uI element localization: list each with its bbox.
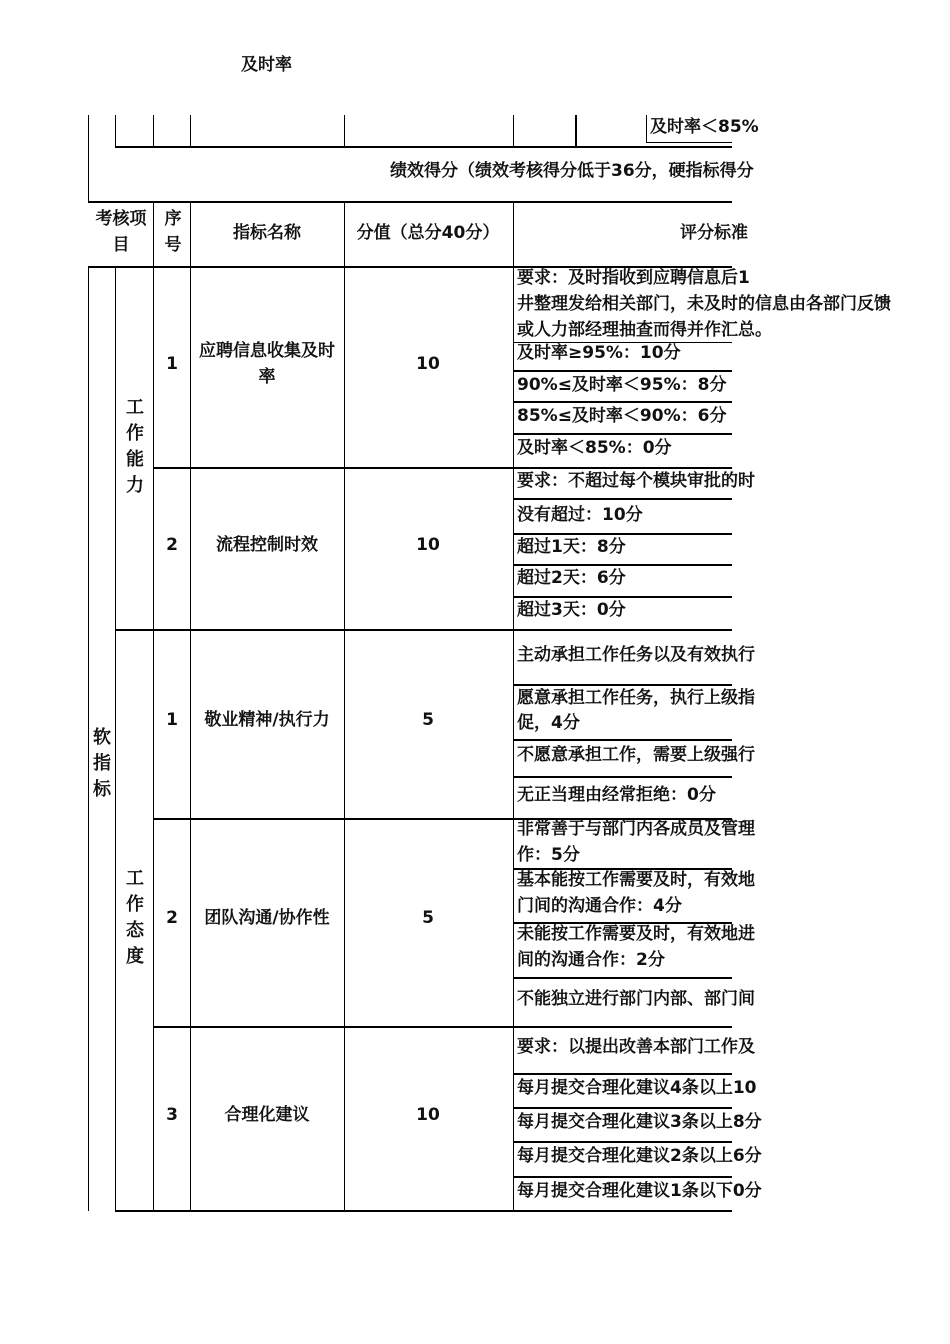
item-seq: 3 bbox=[166, 1105, 178, 1125]
criterion-text: 作：5分 bbox=[517, 845, 580, 865]
grid-line bbox=[190, 115, 191, 147]
item-score: 10 bbox=[416, 535, 440, 555]
grid-line bbox=[646, 115, 647, 143]
criterion-text: 没有超过：10分 bbox=[517, 505, 643, 525]
grid-line bbox=[115, 146, 732, 148]
criterion-text: 主动承担工作任务以及有效执行 bbox=[517, 645, 755, 665]
grid-line bbox=[513, 977, 732, 979]
grid-line bbox=[88, 115, 89, 201]
column-header-score: 分值（总分40分） bbox=[356, 223, 500, 243]
criterion-text: 90%≤及时率＜95%：8分 bbox=[517, 375, 727, 395]
criterion-text: 非常善于与部门内各成员及管理 bbox=[517, 819, 755, 839]
grid-line bbox=[344, 201, 345, 267]
grid-line bbox=[646, 142, 732, 143]
criterion-text: 未能按工作需要及时，有效地进 bbox=[517, 924, 755, 944]
criterion-text: 门间的沟通合作：4分 bbox=[517, 896, 682, 916]
criterion-text: 间的沟通合作：2分 bbox=[517, 950, 665, 970]
item-name: 敬业精神/执行力 bbox=[204, 710, 330, 730]
item-score: 10 bbox=[416, 354, 440, 374]
criterion-text: 及时率＜85%：0分 bbox=[517, 438, 672, 458]
item-seq: 1 bbox=[166, 710, 178, 730]
criterion-text: 及时率＜85% bbox=[650, 117, 759, 137]
criterion-text: 不能独立进行部门内部、部门间 bbox=[517, 989, 755, 1009]
column-header-seq: 序号 bbox=[164, 209, 182, 255]
item-seq: 2 bbox=[166, 535, 178, 555]
criterion-text: 要求：以提出改善本部门工作及 bbox=[517, 1037, 755, 1057]
criterion-text: 超过2天：6分 bbox=[517, 568, 626, 588]
grid-line bbox=[153, 266, 154, 1212]
grid-line bbox=[153, 1026, 732, 1028]
criterion-text: 每月提交合理化建议4条以上10 bbox=[517, 1078, 757, 1098]
grid-line bbox=[344, 266, 345, 1212]
item-name: 团队沟通/协作性 bbox=[204, 908, 330, 928]
criterion-text: 或人力部经理抽查而得并作汇总。 bbox=[517, 320, 772, 340]
performance-score-text: 绩效得分（绩效考核得分低于36分，硬指标得分 bbox=[390, 161, 754, 181]
grid-line bbox=[153, 115, 154, 147]
grid-line bbox=[88, 201, 732, 203]
criterion-text: 每月提交合理化建议2条以上6分 bbox=[517, 1146, 762, 1166]
criterion-text: 要求：不超过每个模块审批的时 bbox=[517, 471, 755, 491]
grid-line bbox=[513, 115, 514, 147]
group-label-work-attitude: 工作态度 bbox=[126, 868, 144, 967]
grid-line bbox=[153, 201, 154, 267]
grid-line bbox=[115, 266, 116, 1212]
grid-line bbox=[115, 115, 116, 147]
criterion-text: 及时率≥95%：10分 bbox=[517, 343, 681, 363]
criterion-text: 促，4分 bbox=[517, 713, 580, 733]
grid-line bbox=[190, 266, 191, 1212]
criterion-text: 基本能按工作需要及时，有效地 bbox=[517, 870, 755, 890]
criterion-text: 超过1天：8分 bbox=[517, 537, 626, 557]
item-score: 10 bbox=[416, 1105, 440, 1125]
grid-line bbox=[190, 201, 191, 267]
grid-line bbox=[344, 115, 345, 147]
item-score: 5 bbox=[422, 908, 434, 928]
item-seq: 2 bbox=[166, 908, 178, 928]
grid-line bbox=[513, 739, 732, 741]
criterion-text: 愿意承担工作任务，执行上级指 bbox=[517, 688, 755, 708]
item-name: 流程控制时效 bbox=[216, 535, 318, 555]
header-fragment: 及时率 bbox=[241, 55, 292, 75]
grid-line bbox=[513, 776, 732, 778]
column-header-criteria: 评分标准 bbox=[680, 223, 748, 243]
grid-line bbox=[513, 201, 514, 267]
column-header-indicator: 指标名称 bbox=[233, 223, 301, 243]
soft-indicator-label: 软指标 bbox=[93, 727, 111, 800]
column-header-category: 考核项目 bbox=[95, 209, 147, 255]
grid-line bbox=[115, 1210, 732, 1212]
grid-line bbox=[513, 498, 732, 500]
criterion-text: 井整理发给相关部门，未及时的信息由各部门反馈 bbox=[517, 294, 891, 314]
criterion-text: 85%≤及时率＜90%：6分 bbox=[517, 406, 727, 426]
grid-line bbox=[575, 115, 577, 147]
criterion-text: 无正当理由经常拒绝：0分 bbox=[517, 785, 716, 805]
item-score: 5 bbox=[422, 710, 434, 730]
criterion-text: 每月提交合理化建议1条以下0分 bbox=[517, 1181, 762, 1201]
criterion-text: 不愿意承担工作，需要上级强行 bbox=[517, 745, 755, 765]
item-name: 应聘信息收集及时 bbox=[199, 341, 335, 361]
criterion-text: 要求：及时指收到应聘信息后1 bbox=[517, 268, 750, 288]
item-name: 率 bbox=[258, 367, 276, 387]
criterion-text: 超过3天：0分 bbox=[517, 600, 626, 620]
item-name: 合理化建议 bbox=[224, 1105, 310, 1125]
group-label-work-ability: 工作能力 bbox=[126, 397, 144, 496]
grid-line bbox=[115, 629, 732, 631]
criterion-text: 每月提交合理化建议3条以上8分 bbox=[517, 1112, 762, 1132]
item-seq: 1 bbox=[166, 354, 178, 374]
grid-line bbox=[88, 266, 89, 1211]
